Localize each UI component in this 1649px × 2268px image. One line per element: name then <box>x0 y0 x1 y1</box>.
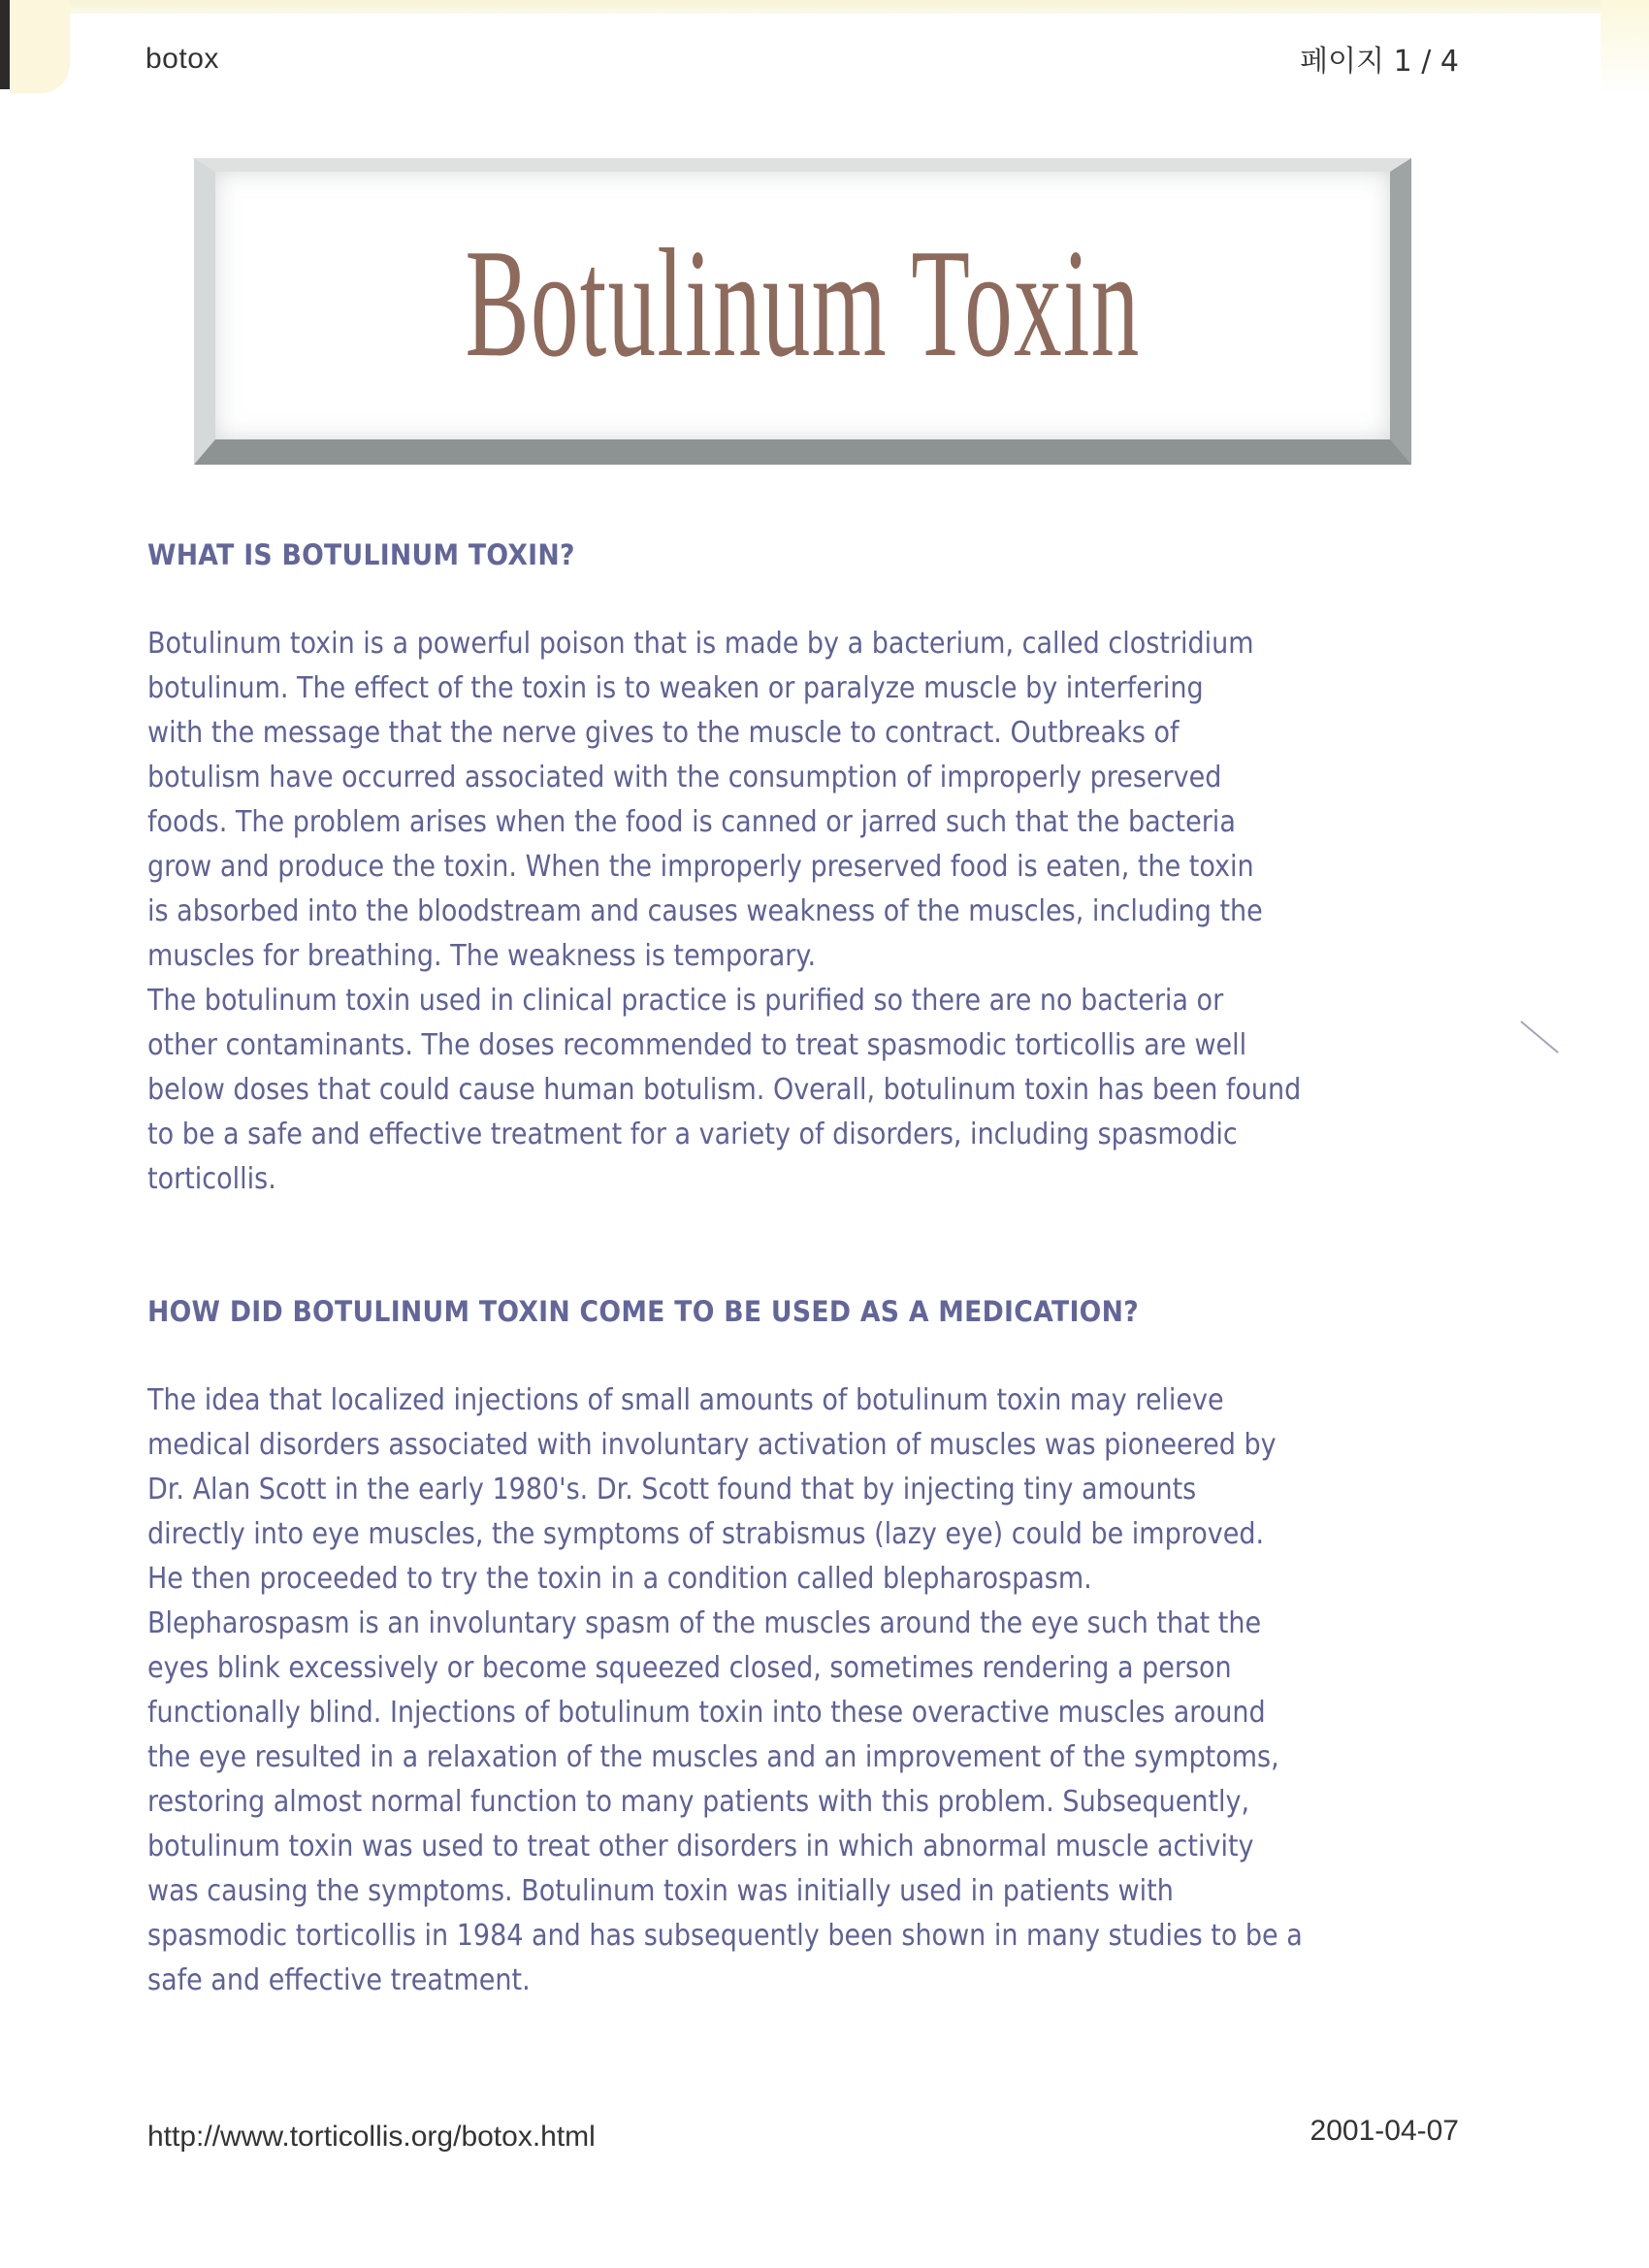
print-footer-date: 2001-04-07 <box>1310 2115 1459 2147</box>
print-header-page-number: 페이지 1 / 4 <box>1300 45 1459 79</box>
section-body-how-used: The idea that localized injections of small amounts of botulinum toxin may relieve medical disorders associated with involuntary activation of muscles was pioneered by Dr. Alan Scott in the early 1980's. Dr. Scott found that by injecting tiny amounts directly into eye muscles, the symptoms of strabismus (lazy eye) could be improved. He then proceeded to try the toxin in a condition called blepharospasm. Blepharospasm is an involuntary spasm of the muscles around the eye such that the eyes blink excessively or become squeezed closed, sometimes rendering a person functionally blind. Injections of botulinum toxin into these overactive muscles around the eye resulted in a relaxation of the muscles and an improvement of the symptoms, restoring almost normal function to many patients with this problem. Subsequently, botulinum toxin was used to treat other disorders in which abnormal muscle activity was causing the symptoms. Botulinum toxin was initially used in patients with spasmodic torticollis in 1984 and has subsequently been shown in many studies to be a safe and effective treatment. <box>147 1383 1303 1997</box>
section-body-what-is: Botulinum toxin is a powerful poison that is made by a bacterium, called clostridium botulinum. The effect of the toxin is to weaken or paralyze muscle by interfering with the message that the nerve gives to the muscle to contract. Outbreaks of botulism have occurred associated with the consumption of improperly preserved foods. The problem arises when the food is canned or jarred such that the bacteria grow and produce the toxin. When the improperly preserved food is eaten, the toxin is absorbed into the bloodstream and causes weakness of the muscles, including the muscles for breathing. The weakness is temporary. The botulinum toxin used in clinical practice is purified so there are no bacteria or other contaminants. The doses recommended to treat spasmodic torticollis are well below doses that could cause human botulism. Overall, botulinum toxin has been found to be a safe and effective treatment for a variety of disorders, including spasmodic torticollis. <box>147 627 1302 1196</box>
scan-stray-mark <box>1520 1021 1559 1053</box>
section-heading-what-is: WHAT IS BOTULINUM TOXIN? <box>147 538 575 571</box>
print-footer-url: http://www.torticollis.org/botox.html <box>147 2121 596 2153</box>
print-header-title: botox <box>146 43 219 75</box>
title-banner <box>194 158 1411 465</box>
section-heading-how-used: HOW DID BOTULINUM TOXIN COME TO BE USED AS A MEDICATION? <box>147 1295 1139 1328</box>
banner-title: Botulinum Toxin <box>465 216 1141 389</box>
